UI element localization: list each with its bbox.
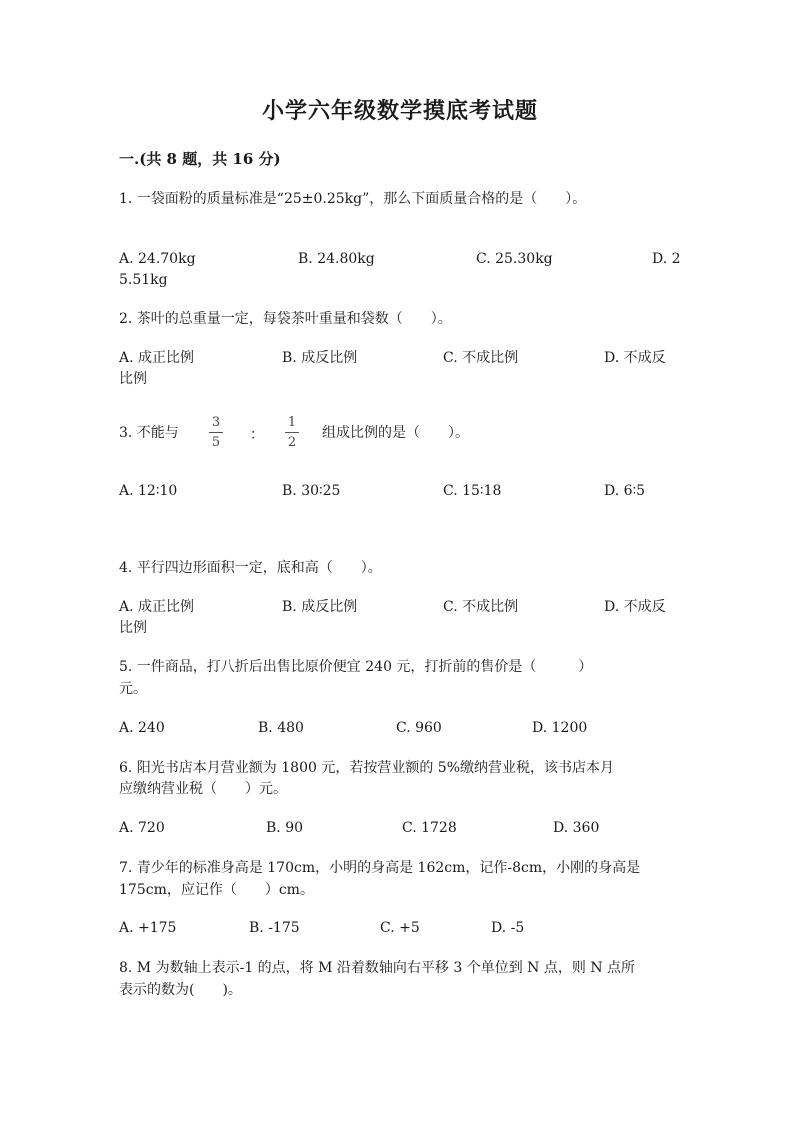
question-8-text: 8. M 为数轴上表示-1 的点，将 M 沿着数轴向右平移 3 个单位到 N 点，则 N 点所 [119,960,636,976]
question-3-text-end: 组成比例的是（ ）。 [322,425,469,441]
fraction-one-half [285,415,299,450]
question-6-text: 6. 阳光书店本月营业额为 1800 元，若按营业额的 5%缴纳营业税，该书店本月 [119,760,614,776]
question-4-option-d: D. 不成反 [604,599,666,615]
question-1-option-c: C. 25.30kg [476,251,553,267]
question-3-option-b: B. 30∶25 [282,483,341,499]
fraction-bar [285,432,299,433]
ratio-colon: ： [250,427,264,443]
section-heading: 一.(共 8 题，共 16 分) [119,150,281,168]
question-7-option-c: C. +5 [380,920,420,936]
question-3-option-d: D. 6∶5 [604,483,646,499]
question-2-option-a: A. 成正比例 [119,350,195,366]
question-5-text: 5. 一件商品，打八折后出售比原价便宜 240 元，打折前的售价是（ ） [119,659,593,675]
question-7-option-d: D. -5 [491,920,525,936]
question-6-option-a: A. 720 [119,820,165,836]
question-7-text: 7. 青少年的标准身高是 170cm，小明的身高是 162cm，记作-8cm，小刚的身高是 [119,860,641,876]
question-5-option-b: B. 480 [258,720,304,736]
question-6-text-wrap: 应缴纳营业税（ ）元。 [119,781,287,797]
question-4-option-c: C. 不成比例 [443,599,519,615]
fraction-denominator: 5 [211,435,221,450]
question-5-option-c: C. 960 [396,720,442,736]
question-1-option-a: A. 24.70kg [119,251,196,267]
question-2-option-b: B. 成反比例 [282,350,358,366]
question-3-option-a: A. 12∶10 [119,483,178,499]
question-7-text-wrap: 175cm，应记作（ ）cm。 [119,882,314,898]
question-7-option-a: A. +175 [119,920,177,936]
question-1-text: 1. 一袋面粉的质量标准是“25±0.25kg”，那么下面质量合格的是（ ）。 [119,191,587,207]
question-8-text-wrap: 表示的数为( )。 [119,982,242,998]
fraction-bar [209,432,223,433]
question-6-option-b: B. 90 [266,820,304,836]
question-2-option-d-wrap: 比例 [119,371,147,387]
question-3-text-start: 3. 不能与 [119,425,179,441]
question-5-option-d: D. 1200 [532,720,588,736]
question-5-text-wrap: 元。 [119,681,147,697]
question-3-option-c: C. 15∶18 [443,483,502,499]
question-1-option-d-wrap: 5.51kg [119,272,168,288]
question-1-option-b: B. 24.80kg [298,251,375,267]
question-6-option-c: C. 1728 [402,820,457,836]
question-4-option-d-wrap: 比例 [119,620,147,636]
question-4-option-b: B. 成反比例 [282,599,358,615]
question-4-text: 4. 平行四边形面积一定，底和高（ ）。 [119,560,382,576]
question-1-option-d: D. 2 [652,251,681,267]
question-4-option-a: A. 成正比例 [119,599,195,615]
fraction-three-fifths [209,415,223,450]
question-2-option-c: C. 不成比例 [443,350,519,366]
question-2-text: 2. 茶叶的总重量一定，每袋茶叶重量和袋数（ ）。 [119,311,452,327]
fraction-numerator: 1 [287,415,297,430]
question-2-option-d: D. 不成反 [604,350,666,366]
question-7-option-b: B. -175 [249,920,300,936]
question-5-option-a: A. 240 [119,720,165,736]
fraction-numerator: 3 [211,415,221,430]
fraction-denominator: 2 [287,435,297,450]
page-title: 小学六年级数学摸底考试题 [261,98,538,124]
question-6-option-d: D. 360 [553,820,600,836]
